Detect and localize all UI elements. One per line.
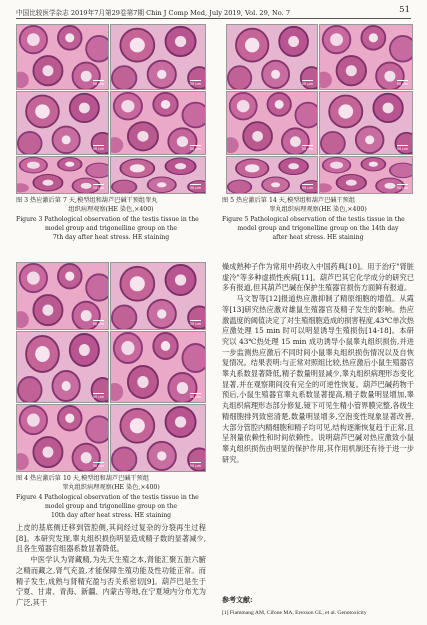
- micrograph: 50 μm: [110, 24, 206, 90]
- body-text-right: [222, 262, 414, 465]
- reference-item: [1] Flammang AM, Cifone MA, Erexson GL, et al. Genotoxicity: [222, 610, 367, 616]
- micrograph: 50 μm: [319, 156, 413, 194]
- figure-caption-en: Figure 3 Pathological observation of the testis tissue in the model group and trigonelline group on the 7th day after heat stress. HE staining: [16, 216, 199, 241]
- micrograph: 50 μm: [110, 262, 206, 330]
- micrograph: 50 μm: [110, 404, 206, 472]
- body-text-left: [16, 523, 206, 609]
- micrograph: 50 μm: [226, 156, 318, 194]
- running-header: 中国比较医学杂志 2019年7月第29卷第7期 Chin J Comp Med, July 2019, Vol. 29, No. 7: [16, 9, 291, 17]
- micrograph: 50 μm: [110, 156, 206, 194]
- paragraph: 燥成熟种子作为常用中药收入中国药典[10]。用于治疗"肾脏虚冷"等多种虚损性疾病[11]。葫芦巴其它化学成分的研究已多有报道,但其葫芦巴碱在保护生殖器官损伤方面鲜有报道。: [222, 262, 414, 293]
- references-heading: 参考文献:: [222, 595, 253, 604]
- paragraph: 马文智等[12]报道热应激抑制了精原细胞的增值。从霞等[13]研究热应激对雄鼠生殖器官及精子发生的影响。热应激温度的阈值决定了对生殖细胞造成的损害程度,43℃单次热应激处理 15 min 时可以明显诱导生殖损伤[14-18]。本研究以 43℃热处理 15 min 成功诱导小鼠睾丸组织损伤,并进一步监测热应激后不同时间小鼠睾丸组织损伤情况以及自恢复情况。结果表明:与正常对照组比较,热应激后小鼠生殖器官睾丸系数显著降低,精子数量明显减少,睾丸组织病理形态变化显著,并在观察期间没有完全的可逆性恢复。葫芦巴碱药物干预后,小鼠生殖器官睾丸系数显著提高,精子数量明显增加,睾丸组织病理形态部分修复,镜下可见生精小管界膜完整,各级生精细胞排列致密清楚,数量明显增多,空泡变性现象显著改善,大部分管腔内精细胞和精子均可见,结构逐渐恢复趋于正常,且呈剂量依赖性和时间依赖性。说明葫芦巴碱对热应激致小鼠睾丸组织损伤由明显的保护作用,其作用机制还有待于进一步研究。: [222, 294, 414, 464]
- micrograph: 50 μm: [16, 24, 109, 90]
- micrograph: 50 μm: [16, 156, 109, 194]
- header-rule: [16, 18, 411, 19]
- page-number: 51: [399, 5, 410, 15]
- micrograph: 50 μm: [16, 262, 109, 330]
- micrograph: 50 μm: [226, 24, 318, 90]
- figure-caption-zh: 图 4 热应激后第 10 天,模型组和葫芦巴碱干预组 睾丸组织病理观察(HE 染色,×400): [16, 475, 160, 491]
- micrograph: 50 μm: [16, 404, 109, 472]
- micrograph: 50 μm: [226, 91, 318, 155]
- paragraph: 上皮的基底侧迁移到管腔侧,其间经过复杂的分裂再生过程[8]。本研究发现,睾丸组织损伤明显造成精子数的显著减少,且各生殖器官组器系数显著降低。: [16, 523, 206, 554]
- micrograph: 50 μm: [16, 331, 109, 403]
- micrograph: 50 μm: [110, 331, 206, 403]
- micrograph: 50 μm: [319, 91, 413, 155]
- figure-caption-zh: 图 3 热应激后第 7 天,模型组和葫芦巴碱干预组睾丸 组织病理观察(HE 染色,×400): [16, 197, 158, 213]
- micrograph: 50 μm: [319, 24, 413, 90]
- micrograph: 50 μm: [110, 91, 206, 155]
- figure-caption-zh: 图 5 热应激后第 14 天,模型组和葫芦巴碱干预组 睾丸组织病理观察(HE 染色,×400): [222, 197, 367, 213]
- figure-caption-en: Figure 5 Pathological observation of the testis tissue in the model group and trigonelline group on the 14th day after heat stress. HE staining: [222, 216, 405, 241]
- paragraph: 中医学认为肾藏精,为先天生殖之本,肾能汇聚五脏六腑之精而藏之,肾气充盈,才能保障生殖功能及性功能正常。而精子发生,成熟与肾精充盈与否关系密切[9]。葫芦巴是生于宁夏、甘肃、青海、新疆、内蒙古等地,在宁夏境内分布尤为广泛,其干: [16, 555, 206, 607]
- micrograph: 50 μm: [16, 91, 109, 155]
- figure-caption-en: Figure 4 Pathological observation of the testis tissue in the model group and trigonelline group on the 10th day after heat stress. HE staining: [16, 494, 199, 519]
